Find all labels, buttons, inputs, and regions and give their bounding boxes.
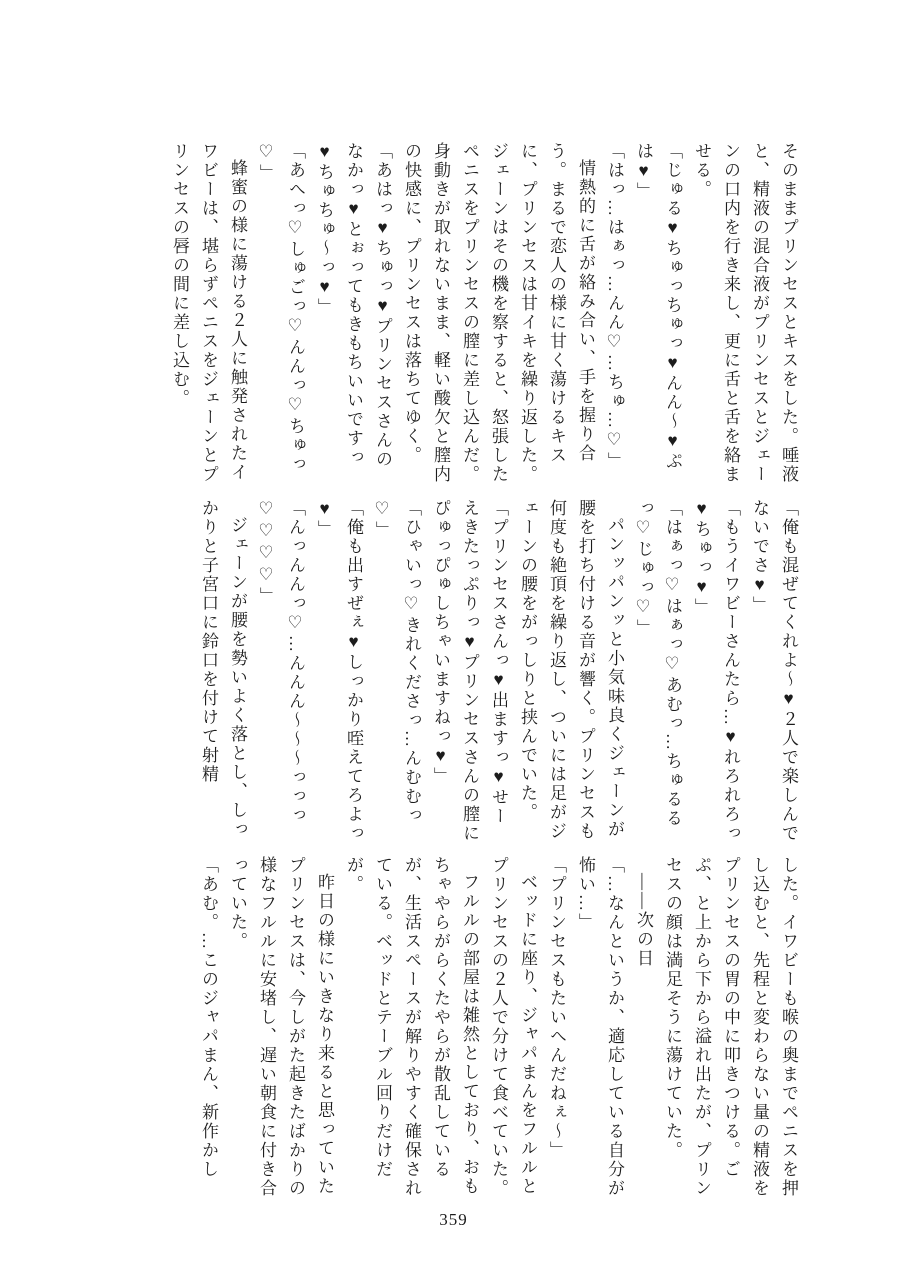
text-row-middle [110,499,803,843]
paragraph-dialogue: 「もうイワビーさんたら…♥れろれろっ♥ちゅっ♥」 [692,499,740,843]
paragraph-dialogue: 「はぁっ♡はぁっ♡あむっ…ちゅるるっ♡じゅっ♡」 [634,499,682,828]
paragraph-scene-break: ――次の日 [634,873,653,968]
paragraph: ジェーンが腰を勢いよく落とし、しっかりと子宮口に鈴口を付けて射精 [199,499,247,839]
paragraph: そのままプリンセスとキスをした。唾液と、精液の混合液がプリンセスとジェーンの口内を行き来し、更に舌と舌を絡ませる。 [692,142,798,484]
paragraph: 蜂蜜の様に蕩ける２人に触発されたイワビーは、堪らずペニスをジェーンとプリンセスの唇の間に差し込む。 [170,142,247,484]
paragraph-dialogue: 「あむ。…このジャパまん、新作かし [199,856,218,1179]
text-row-bottom [110,856,803,1200]
paragraph-dialogue: 「ひゃいっ♡きれくださっ…んむむっ♡」 [373,499,421,825]
paragraph: ベッドに座り、ジャパまんをフルルとプリンセスの２人で分けて食べていた。 [489,856,537,1198]
paragraph-dialogue: 「んっんんっ♡…んんん〜〜〜っっっ♡♡♡♡」 [257,499,305,825]
paragraph: フルルの部屋は雑然としており、おもちゃやらがらくたやらが散乱しているが、生活スペースが解りやすく確保されている。ベッドとテーブル回りだけだが。 [344,856,479,1198]
page-number: 359 [439,1210,468,1229]
paragraph-dialogue: 「…なんというか、適応している自分が怖い…」 [576,856,624,1198]
paragraph-dialogue: 「あはっ♥ちゅっ♥プリンセスさんのなかっ♥とぉってもきもちいいですっ♥ちゅちゅ〜っ♥」 [315,142,392,469]
paragraph-dialogue: 「プリンセスさんっ♥出ますっ♥せーえきたっぷりっ♥プリンセスさんの膣にぴゅっぴゅしちゃいますねっ♥」 [431,499,508,843]
paragraph-dialogue: 「あへっ♡しゅごっ♡んんっ♡ちゅっ♡」 [257,142,305,474]
paragraph-dialogue: 「じゅる♥ちゅっちゅっ♥んん〜♥ぷは♥」 [634,142,682,471]
text-row-top [110,142,803,486]
paragraph-dialogue: 「俺も混ぜてくれよ〜♥２人で楽しんでないでさ♥」 [750,499,798,843]
paragraph: 昨日の様にいきなり来ると思っていたプリンセスは、今しがた起きたばかりの様なフルルに安堵し、遅い朝食に付き合っていた。 [228,856,334,1198]
paragraph: した。イワビーも喉の奥までペニスを押し込むと、先程と変わらない量の精液をプリンセスの胃の中に叩きつける。ごぷ、と上から下から溢れ出たが、プリンセスの顔は満足そうに蕩けていた。 [663,856,798,1198]
paragraph-dialogue: 「プリンセスもたいへんだねぇ〜」 [547,856,566,1160]
paragraph: 情熱的に舌が絡み合い、手を握り合う。まるで恋人の様に甘く蕩けるキスに、プリンセスは甘イキを繰り返した。ジェーンはその機を察すると、怒張したペニスをプリンセスの膣に差し込んだ。身動きが取れないまま、軽い酸欠と膣内の快感に、プリンセスは落ちてゆく。 [402,142,595,484]
text-area [110,142,803,1213]
paragraph: パンッパンッと小気味良くジェーンが腰を打ち付ける音が響く。プリンセスも何度も絶頂を繰り返し、ついには足がジェーンの腰をがっしりと挟んでいた。 [518,499,624,841]
paragraph-dialogue: 「俺も出すぜぇ♥しっかり咥えてろよっ♥」 [315,499,363,843]
paragraph-dialogue: 「はっ…はぁっ…んん♡…ちゅ…♡」 [605,142,624,471]
